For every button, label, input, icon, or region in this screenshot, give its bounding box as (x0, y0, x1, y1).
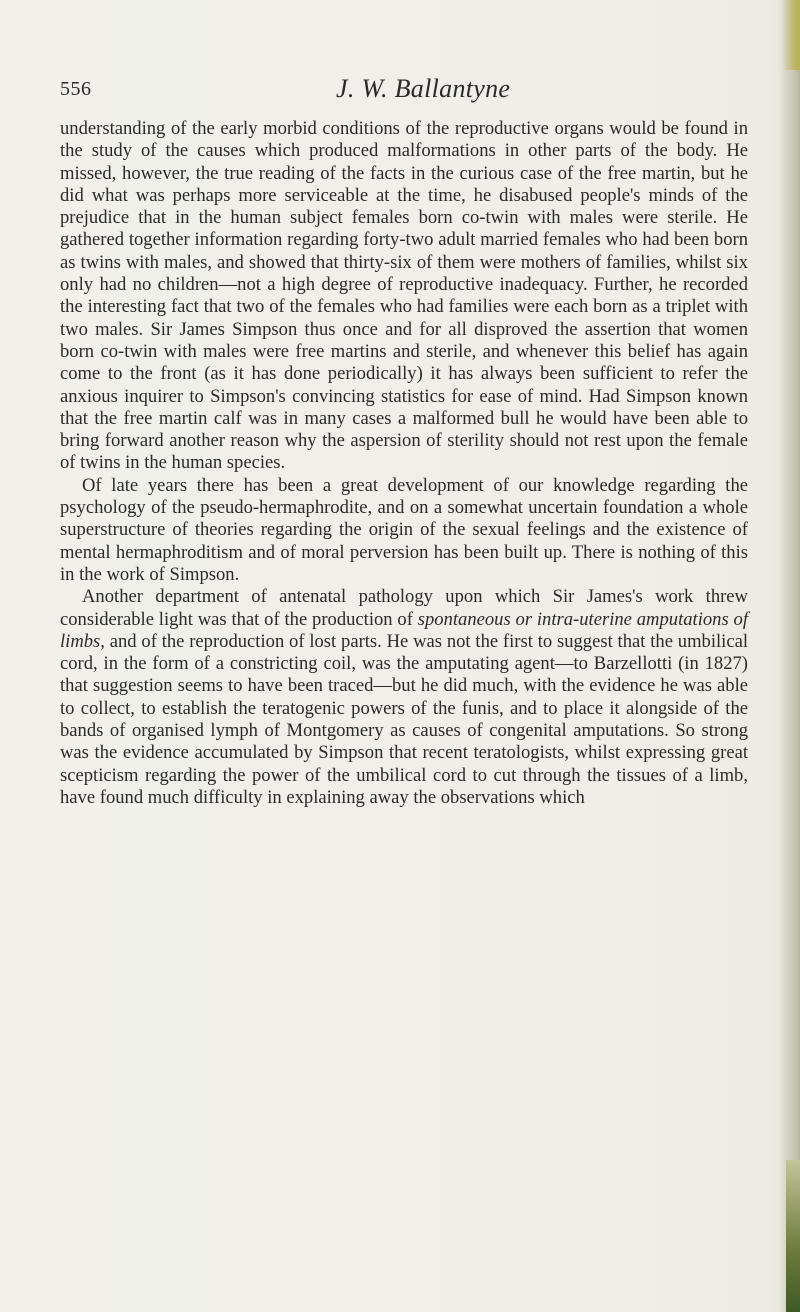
page-edge-shadow (778, 0, 800, 1312)
page-header (60, 74, 750, 110)
paragraph-psychology: Of late years there has been a great development of our knowledge regarding the psychology of the pseudo-hermaphrodite, and on a somewhat uncertain foundation a whole superstructure of theories regarding the origin of the sexual feelings and the existence of mental hermaphroditism and of moral perversion has been built up. There is nothing of this in the work of Simpson. (60, 474, 748, 585)
paragraph-amputations (60, 586, 748, 809)
running-head: J. W. Ballantyne (336, 74, 511, 103)
page-edge-stain-bottom (786, 1160, 800, 1312)
page-number: 556 (60, 78, 92, 100)
paragraph-continuation: understanding of the early morbid conditions of the reproductive organs would be found in the study of the causes which produced malformations in other parts of the body. He missed, however, the true reading of the facts in the curious case of the free martin, but he did what was perhaps more serviceable at the time, he disabused people's minds of the prejudice that in the human subject females born co-twin with males were sterile. He gathered together information regarding forty-two adult married females who had been born as twins with males, and showed that thirty-six of them were mothers of families, whilst six only had no children—not a high degree of reproductive inadequacy. Further, he recorded the interesting fact that two of the females who had families were each born as a triplet with two males. Sir James Simpson thus once and for all disproved the assertion that women born co-twin with males were free martins and sterile, and whenever this belief has again come to the front (as it has done periodically) it has always been sufficient to refer the anxious inquirer to Simpson's convincing statistics for ease of mind. Had Simpson known that the free martin calf was in many cases a malformed bull he would have been able to bring forward another reason why the aspersion of sterility should not rest upon the female of twins in the human species. (60, 118, 748, 474)
paragraph-text-after-italic: , and of the reproduction of lost parts. He was not the first to suggest that the umbilical cord, in the form of a constricting coil, was the amputating agent—to Barzellotti (in 1827) that suggestion seems to have been traced—but he did much, with the evidence he was able to collect, to establish the teratogenic powers of the funis, and to place it alongside of the bands of organised lymph of Montgomery as causes of congenital amputations. So strong was the evidence accumulated by Simpson that recent teratologists, whilst expressing great scepticism regarding the power of the umbilical cord to cut through the tissues of a limb, have found much difficulty in explaining away the observations which (60, 630, 748, 808)
body-text (60, 118, 748, 809)
paragraph-text-before-italic: Another department of antenatal pathology upon which Sir James's work threw considerable light was that of the production of (60, 586, 748, 630)
page-edge-stain-top (782, 0, 800, 70)
italic-term: spontaneous or intra-uterine amputations of limbs (60, 608, 748, 652)
